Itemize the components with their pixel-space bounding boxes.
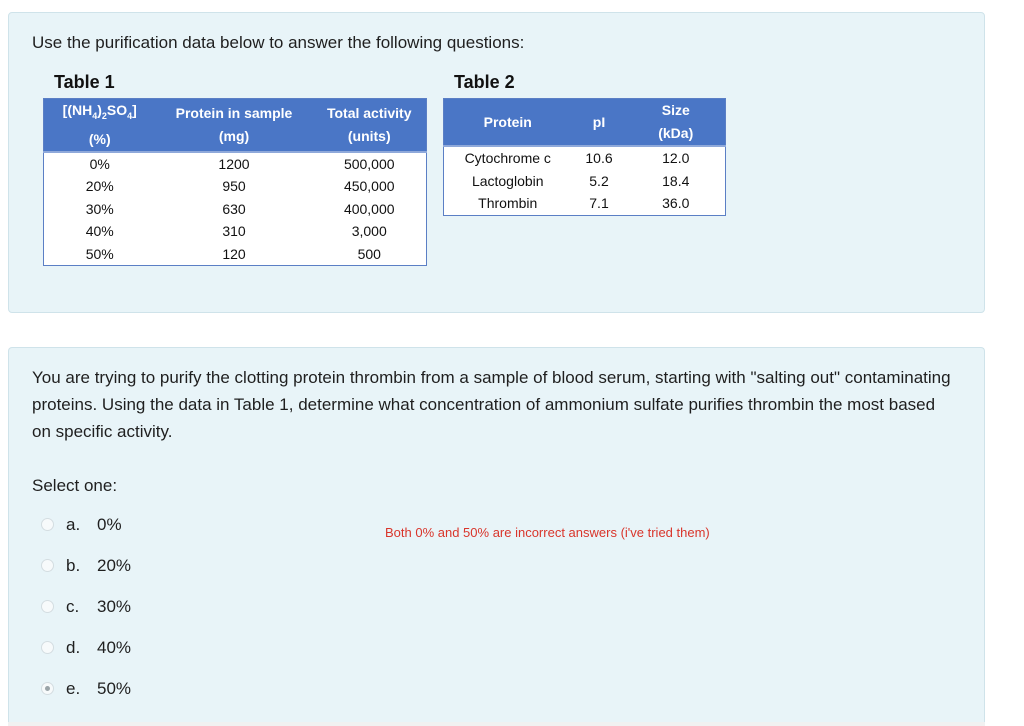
option-letter: d. (66, 637, 81, 657)
table-cell: 1200 (156, 152, 313, 176)
col-header-pi: pI (572, 99, 627, 147)
table-row (44, 220, 427, 243)
col-header-size: Size (kDa) (627, 99, 726, 147)
col-header-protein-in-sample: Protein in sample (mg) (156, 99, 313, 152)
option-text: 50% (97, 678, 132, 698)
table-row (444, 146, 726, 170)
option-text: 0% (97, 514, 122, 534)
option-b[interactable] (41, 545, 131, 586)
table-cell: Cytochrome c (444, 146, 572, 170)
table-cell: 12.0 (627, 146, 726, 170)
table-cell: 5.2 (589, 172, 609, 189)
table-cell: 18.4 (662, 172, 690, 189)
option-text: 40% (97, 637, 132, 657)
table-cell: 3,000 (351, 223, 387, 240)
option-a[interactable] (41, 504, 131, 545)
table-cell: 400,000 (343, 200, 395, 217)
radio-button[interactable] (41, 641, 54, 654)
table-row (444, 170, 726, 193)
col-header-total-activity: Total activity (units) (313, 99, 427, 152)
table-cell: 950 (222, 178, 246, 195)
table2-title: Table 2 (454, 72, 515, 92)
option-e[interactable] (41, 668, 131, 709)
table-cell: 310 (222, 223, 246, 240)
table-cell: 30% (85, 200, 114, 217)
table-cell: 500 (357, 245, 381, 262)
intro-text: Use the purification data below to answer the following questions: (32, 33, 525, 52)
table-cell: 0% (44, 152, 156, 176)
option-text: 20% (97, 555, 132, 575)
table-cell: Lactoglobin (471, 172, 544, 189)
table-cell: 7.1 (589, 195, 609, 211)
col-header-protein: Protein (444, 99, 572, 147)
table-cell: 500,000 (313, 152, 427, 176)
table-cell: 36.0 (662, 195, 690, 211)
option-letter: c. (66, 596, 80, 616)
table-cell: 450,000 (343, 178, 395, 195)
select-one-label: Select one: (32, 476, 118, 495)
option-text: 30% (97, 596, 132, 616)
question-text: You are trying to purify the clotting protein thrombin from a sample of blood serum, starting with "salting out" contaminating proteins. Using the data in Table 1, determine what concentration of ammonium sulfate purifies thrombin the most based on specific activity. (32, 368, 951, 441)
table-cell: 40% (85, 223, 114, 240)
table-cell: 10.6 (572, 146, 627, 170)
protein-properties-table (443, 98, 726, 216)
data-panel (8, 12, 985, 313)
radio-button[interactable] (41, 600, 54, 613)
option-letter: e. (66, 678, 81, 698)
purification-table (43, 98, 427, 266)
col-header-ammonium-sulfate: $[(NH_4)_2SO_4]$ (%) (44, 99, 156, 152)
table-row (44, 243, 427, 266)
table-row (444, 192, 726, 215)
option-letter: a. (66, 514, 81, 534)
question-panel (8, 347, 985, 724)
table-cell: 630 (222, 200, 246, 217)
radio-button-selected[interactable] (41, 682, 54, 695)
table-cell: 120 (222, 245, 246, 262)
option-d[interactable] (41, 627, 131, 668)
table-cell: Thrombin (478, 195, 538, 211)
table-row (44, 175, 427, 198)
table-cell: 50% (85, 245, 114, 262)
table1-title: Table 1 (54, 72, 115, 92)
annotation-note: Both 0% and 50% are incorrect answers (i've tried them) (385, 525, 710, 540)
radio-button[interactable] (41, 559, 54, 572)
table-row (44, 198, 427, 221)
option-c[interactable] (41, 586, 131, 627)
answer-options (41, 504, 131, 709)
table-cell: 20% (85, 178, 114, 195)
horizontal-scrollbar[interactable] (8, 722, 985, 726)
table-row (44, 152, 427, 176)
radio-button[interactable] (41, 518, 54, 531)
option-letter: b. (66, 555, 81, 575)
